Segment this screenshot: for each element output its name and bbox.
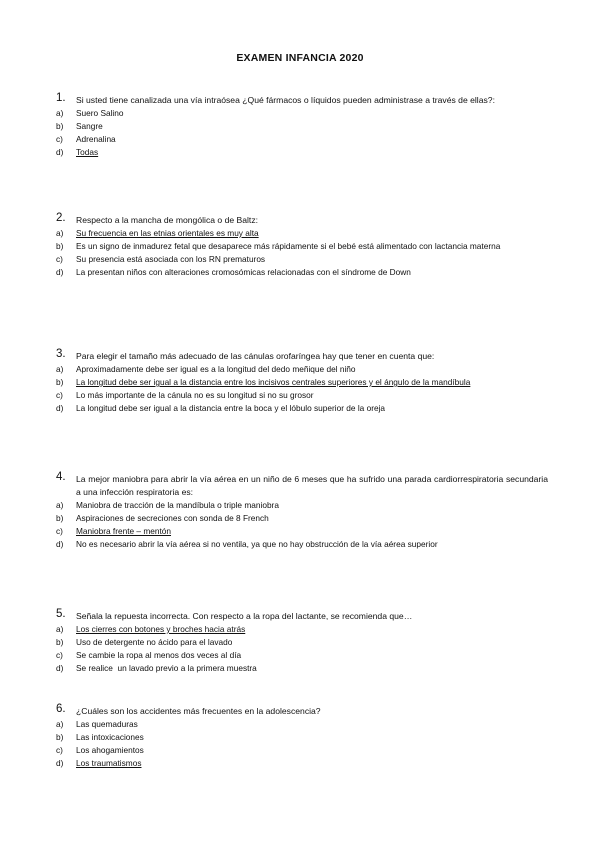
question-number: 2. bbox=[56, 212, 66, 224]
option-b: b) Las intoxicaciones bbox=[56, 732, 144, 742]
question-3 bbox=[56, 350, 548, 415]
page-title: EXAMEN INFANCIA 2020 bbox=[236, 52, 364, 64]
correct-answer: Todas bbox=[76, 147, 99, 157]
question-text: Para elegir el tamaño más adecuado de las cánulas orofaríngea hay que tener en cuenta que: bbox=[76, 351, 435, 361]
option-a: a) Maniobra de tracción de la mandíbula o triple maniobra bbox=[56, 500, 279, 510]
option-b: b) Aspiraciones de secreciones con sonda de 8 French bbox=[56, 513, 269, 523]
option-a: a) Suero Salino bbox=[56, 108, 124, 118]
option-d: d) Se realice un lavado previo a la primera muestra bbox=[56, 663, 257, 673]
option-b: b) Uso de detergente no ácido para el lavado bbox=[56, 637, 233, 647]
correct-answer: Los cierres con botones y broches hacia atrás bbox=[76, 624, 246, 634]
question-text: Respecto a la mancha de mongólica o de Baltz: bbox=[76, 215, 259, 225]
question-number: 1. bbox=[56, 92, 66, 104]
option-d: d) La longitud debe ser igual a la distancia entre la boca y el lóbulo superior de la oreja bbox=[56, 403, 386, 413]
option-a: a) Las quemaduras bbox=[56, 719, 138, 729]
correct-answer: Los traumatismos bbox=[76, 758, 142, 768]
option-b: b) Sangre bbox=[56, 121, 103, 131]
question-5 bbox=[56, 610, 548, 675]
option-a: a) Los cierres con botones y broches hacia atrás bbox=[56, 624, 246, 634]
question-header bbox=[56, 94, 548, 107]
option-c: c) Los ahogamientos bbox=[56, 745, 144, 755]
question-text: La mejor maniobra para abrir la vía aérea en un niño de 6 meses que ha sufrido una parada cardiorrespiratoria secundaria a una infección respiratoria es: bbox=[76, 474, 548, 497]
question-1 bbox=[56, 94, 548, 159]
option-b: b) Es un signo de inmadurez fetal que desaparece más rápidamente si el bebé está alimentado con lactancia materna bbox=[56, 241, 501, 251]
question-header bbox=[56, 705, 548, 718]
question-header bbox=[56, 350, 548, 363]
option-d: d) La presentan niños con alteraciones cromosómicas relacionadas con el síndrome de Down bbox=[56, 267, 411, 277]
question-text: Señala la repuesta incorrecta. Con respecto a la ropa del lactante, se recomienda que… bbox=[76, 611, 413, 621]
option-a: a) Su frecuencia en las etnias orientales es muy alta bbox=[56, 228, 259, 238]
question-number: 3. bbox=[56, 348, 66, 360]
question-text: Si usted tiene canalizada una vía intraósea ¿Qué fármacos o líquidos pueden administrase a través de ellas?: bbox=[76, 95, 495, 105]
question-header bbox=[56, 214, 548, 227]
option-d: d) Los traumatismos bbox=[56, 758, 142, 768]
question-header bbox=[56, 473, 548, 499]
option-d: d) No es necesario abrir la vía aérea si no ventila, ya que no hay obstrucción de la vía aérea superior bbox=[56, 539, 438, 549]
option-c: c) Maniobra frente – mentón bbox=[56, 526, 172, 536]
option-c: c) Su presencia está asociada con los RN prematuros bbox=[56, 254, 266, 264]
question-4 bbox=[56, 473, 548, 551]
question-number: 4. bbox=[56, 471, 66, 483]
option-b: b) La longitud debe ser igual a la distancia entre los incisivos centrales superiores y el ángulo de la mandíbula bbox=[56, 377, 471, 387]
question-header bbox=[56, 610, 548, 623]
option-c: c) Se cambie la ropa al menos dos veces al día bbox=[56, 650, 242, 660]
question-number: 6. bbox=[56, 703, 66, 715]
question-6 bbox=[56, 705, 548, 770]
option-c: c) Lo más importante de la cánula no es su longitud si no su grosor bbox=[56, 390, 314, 400]
correct-answer: La longitud debe ser igual a la distancia entre los incisivos centrales superiores y el ángulo de la mandíbula bbox=[76, 377, 471, 387]
option-d: d) Todas bbox=[56, 147, 99, 157]
question-text: ¿Cuáles son los accidentes más frecuentes en la adolescencia? bbox=[76, 706, 321, 716]
correct-answer: Su frecuencia en las etnias orientales es muy alta bbox=[76, 228, 259, 238]
correct-answer: Maniobra frente – mentón bbox=[76, 526, 172, 536]
option-c: c) Adrenalina bbox=[56, 134, 116, 144]
option-a: a) Aproximadamente debe ser igual es a la longitud del dedo meñique del niño bbox=[56, 364, 356, 374]
question-2 bbox=[56, 214, 548, 279]
question-number: 5. bbox=[56, 608, 66, 620]
